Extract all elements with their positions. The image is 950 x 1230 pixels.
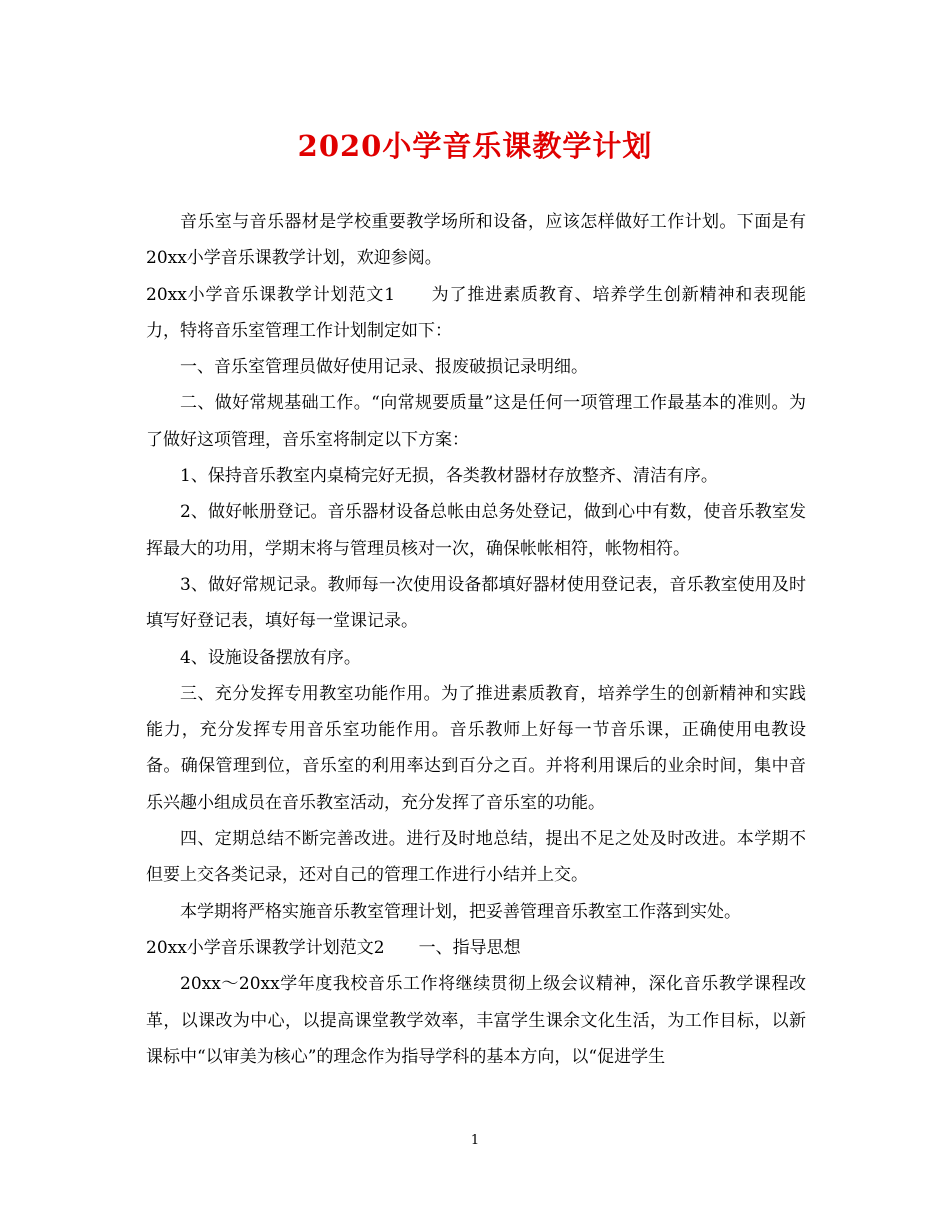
paragraph: 四、定期总结不断完善改进。进行及时地总结，提出不足之处及时改进。本学期不但要上交各类记录，还对自己的管理工作进行小结并上交。 — [146, 829, 806, 886]
paragraph: 20xx小学音乐课教学计划范文1 为了推进素质教育、培养学生创新精神和表现能力，特将音乐室管理工作计划制定如下： — [146, 284, 806, 341]
document-body — [146, 204, 806, 1075]
paragraph: 本学期将严格实施音乐教室管理计划，把妥善管理音乐教室工作落到实处。 — [180, 901, 741, 922]
paragraph: 20xx～20xx学年度我校音乐工作将继续贯彻上级会议精神，深化音乐教学课程改革，以课改为中心，以提高课堂教学效率，丰富学生课余文化生活，为工作目标，以新课标中“以审美为核心”的理念作为指导学科的基本方向，以“促进学生 — [146, 974, 806, 1067]
page-number: 1 — [470, 1133, 480, 1148]
paragraph: 2、做好帐册登记。音乐器材设备总帐由总务处登记，做到心中有数，使音乐教室发挥最大的功用，学期末将与管理员核对一次，确保帐帐相符，帐物相符。 — [146, 502, 806, 559]
paragraph: 1、保持音乐教室内桌椅完好无损，各类教材器材存放整齐、清洁有序。 — [180, 466, 718, 487]
paragraph: 二、做好常规基础工作。“向常规要质量”这是任何一项管理工作最基本的准则。为了做好这项管理，音乐室将制定以下方案： — [146, 393, 806, 450]
paragraph: 一、音乐室管理员做好使用记录、报废破损记录明细。 — [180, 357, 588, 378]
document-title: 2020小学音乐课教学计划 — [297, 129, 653, 163]
paragraph: 20xx小学音乐课教学计划范文2 一、指导思想 — [146, 937, 521, 958]
paragraph: 音乐室与音乐器材是学校重要教学场所和设备，应该怎样做好工作计划。下面是有20xx小学音乐课教学计划，欢迎参阅。 — [146, 212, 806, 269]
paragraph: 3、做好常规记录。教师每一次使用设备都填好器材使用登记表，音乐教室使用及时填写好登记表，填好每一堂课记录。 — [146, 574, 806, 632]
paragraph: 4、设施设备摆放有序。 — [180, 647, 361, 668]
paragraph: 三、充分发挥专用教室功能作用。为了推进素质教育，培养学生的创新精神和实践能力，充分发挥专用音乐室功能作用。音乐教师上好每一节音乐课，正确使用电教设备。确保管理到位，音乐室的利用率达到百分之百。并将利用课后的业余时间，集中音乐兴趣小组成员在音乐教室活动，充分发挥了音乐室的功能。 — [146, 683, 806, 813]
